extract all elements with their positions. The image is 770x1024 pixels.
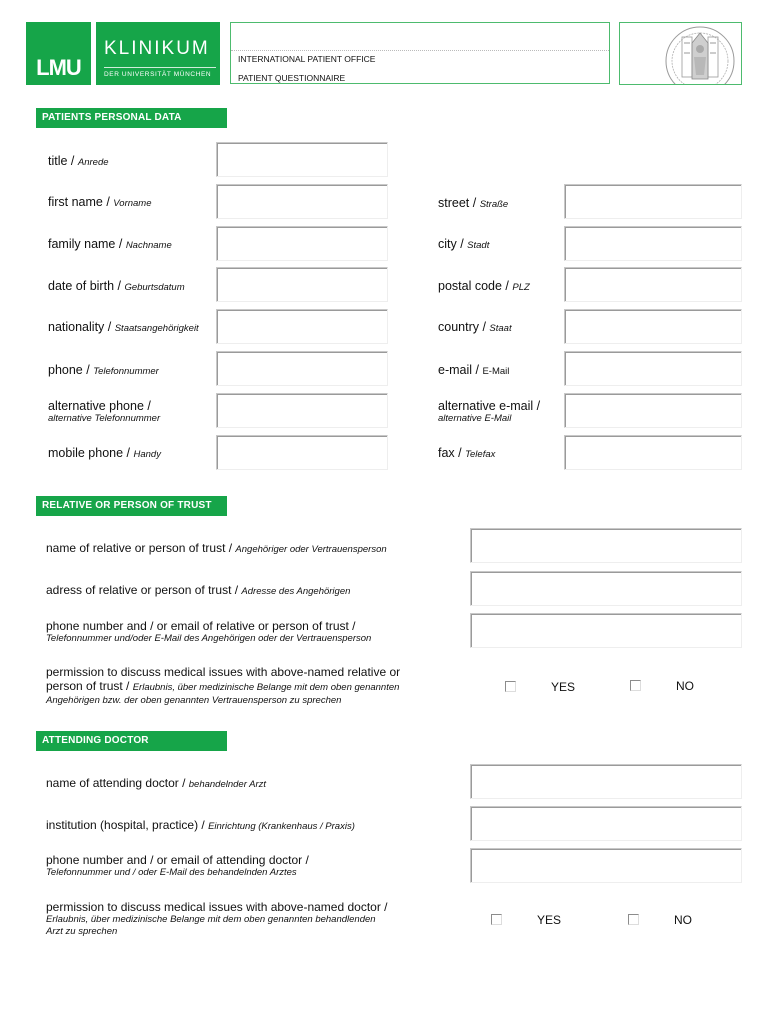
dob-field[interactable] <box>216 267 388 302</box>
doctor-permission-label: permission to discuss medical issues with above-named doctor / Erlaubnis, über medizinische Belange mit dem oben genannten behandlenden Arzt zu sprechen <box>46 900 388 937</box>
nationality-field[interactable] <box>216 309 388 344</box>
relative-address-field[interactable] <box>470 571 742 606</box>
doctor-contact-field[interactable] <box>470 848 742 883</box>
email-field[interactable] <box>564 351 742 386</box>
lmu-logo: LMU <box>26 22 91 85</box>
postal-code-label: postal code / PLZ <box>438 279 530 293</box>
klinikum-logo-title: KLINIKUM <box>104 38 210 59</box>
section-personal-data: PATIENTS PERSONAL DATA <box>36 108 227 128</box>
family-name-field[interactable] <box>216 226 388 261</box>
relative-permission-yes-label: YES <box>551 680 576 694</box>
klinikum-logo <box>96 22 220 85</box>
doctor-permission-yes-label: YES <box>537 913 562 927</box>
nationality-label: nationality / Staatsangehörigkeit <box>48 320 199 334</box>
family-name-label: family name / Nachname <box>48 237 172 251</box>
street-label: street / Straße <box>438 196 509 210</box>
relative-permission-no-label: NO <box>676 679 694 693</box>
relative-address-label: adress of relative or person of trust / Adresse des Angehörigen <box>46 583 351 597</box>
relative-contact-label: phone number and / or email of relative or person of trust / Telefonnummer und/oder E-Mail des Angehörigen oder der Vertrauensperson <box>46 619 372 644</box>
form-title: PATIENT QUESTIONNAIRE <box>238 73 346 83</box>
title-field[interactable] <box>216 142 388 177</box>
fax-label: fax / Telefax <box>438 446 496 460</box>
dob-label: date of birth / Geburtsdatum <box>48 279 185 293</box>
relative-name-field[interactable] <box>470 528 742 563</box>
office-name: INTERNATIONAL PATIENT OFFICE <box>238 54 376 64</box>
relative-permission-no-checkbox[interactable] <box>630 680 641 691</box>
country-field[interactable] <box>564 309 742 344</box>
klinikum-logo-subtitle: DER UNIVERSITÄT MÜNCHEN <box>104 67 216 78</box>
city-field[interactable] <box>564 226 742 261</box>
country-label: country / Staat <box>438 320 512 334</box>
alt-email-label: alternative e-mail / alternative E-Mail <box>438 399 541 424</box>
section-attending-doctor: ATTENDING DOCTOR <box>36 731 227 751</box>
mobile-field[interactable] <box>216 435 388 470</box>
relative-permission-label: permission to discuss medical issues with above-named relative or person of trust / Erlaubnis, über medizinische Belange mit dem oben genannten Angehörigen bzw. der oben genannten Vertrauensperson zu sprechen <box>46 665 401 706</box>
doctor-institution-label: institution (hospital, practice) / Einrichtung (Krankenhaus / Praxis) <box>46 818 355 832</box>
street-field[interactable] <box>564 184 742 219</box>
alt-email-field[interactable] <box>564 393 742 428</box>
email-label: e-mail / E-Mail <box>438 363 510 377</box>
doctor-name-field[interactable] <box>470 764 742 799</box>
doctor-institution-field[interactable] <box>470 806 742 841</box>
first-name-label: first name / Vorname <box>48 195 152 209</box>
mobile-label: mobile phone / Handy <box>48 446 161 460</box>
alt-phone-field[interactable] <box>216 393 388 428</box>
section-relative: RELATIVE OR PERSON OF TRUST <box>36 496 227 516</box>
doctor-permission-no-label: NO <box>674 913 692 927</box>
header-title-box <box>230 22 610 84</box>
city-label: city / Stadt <box>438 237 490 251</box>
postal-code-field[interactable] <box>564 267 742 302</box>
fax-field[interactable] <box>564 435 742 470</box>
alt-phone-label: alternative phone / alternative Telefonnummer <box>48 399 161 424</box>
relative-contact-field[interactable] <box>470 613 742 648</box>
relative-permission-yes-checkbox[interactable] <box>505 681 516 692</box>
doctor-contact-label: phone number and / or email of attending doctor / Telefonnummer und / oder E-Mail des behandelnden Arztes <box>46 853 309 878</box>
doctor-name-label: name of attending doctor / behandelnder Arzt <box>46 776 267 790</box>
doctor-permission-yes-checkbox[interactable] <box>491 914 502 925</box>
phone-label: phone / Telefonnummer <box>48 363 159 377</box>
doctor-permission-no-checkbox[interactable] <box>628 914 639 925</box>
title-label: title / Anrede <box>48 154 109 168</box>
first-name-field[interactable] <box>216 184 388 219</box>
university-seal-icon <box>619 22 742 85</box>
phone-field[interactable] <box>216 351 388 386</box>
relative-name-label: name of relative or person of trust / Angehöriger oder Vertrauensperson <box>46 541 387 555</box>
